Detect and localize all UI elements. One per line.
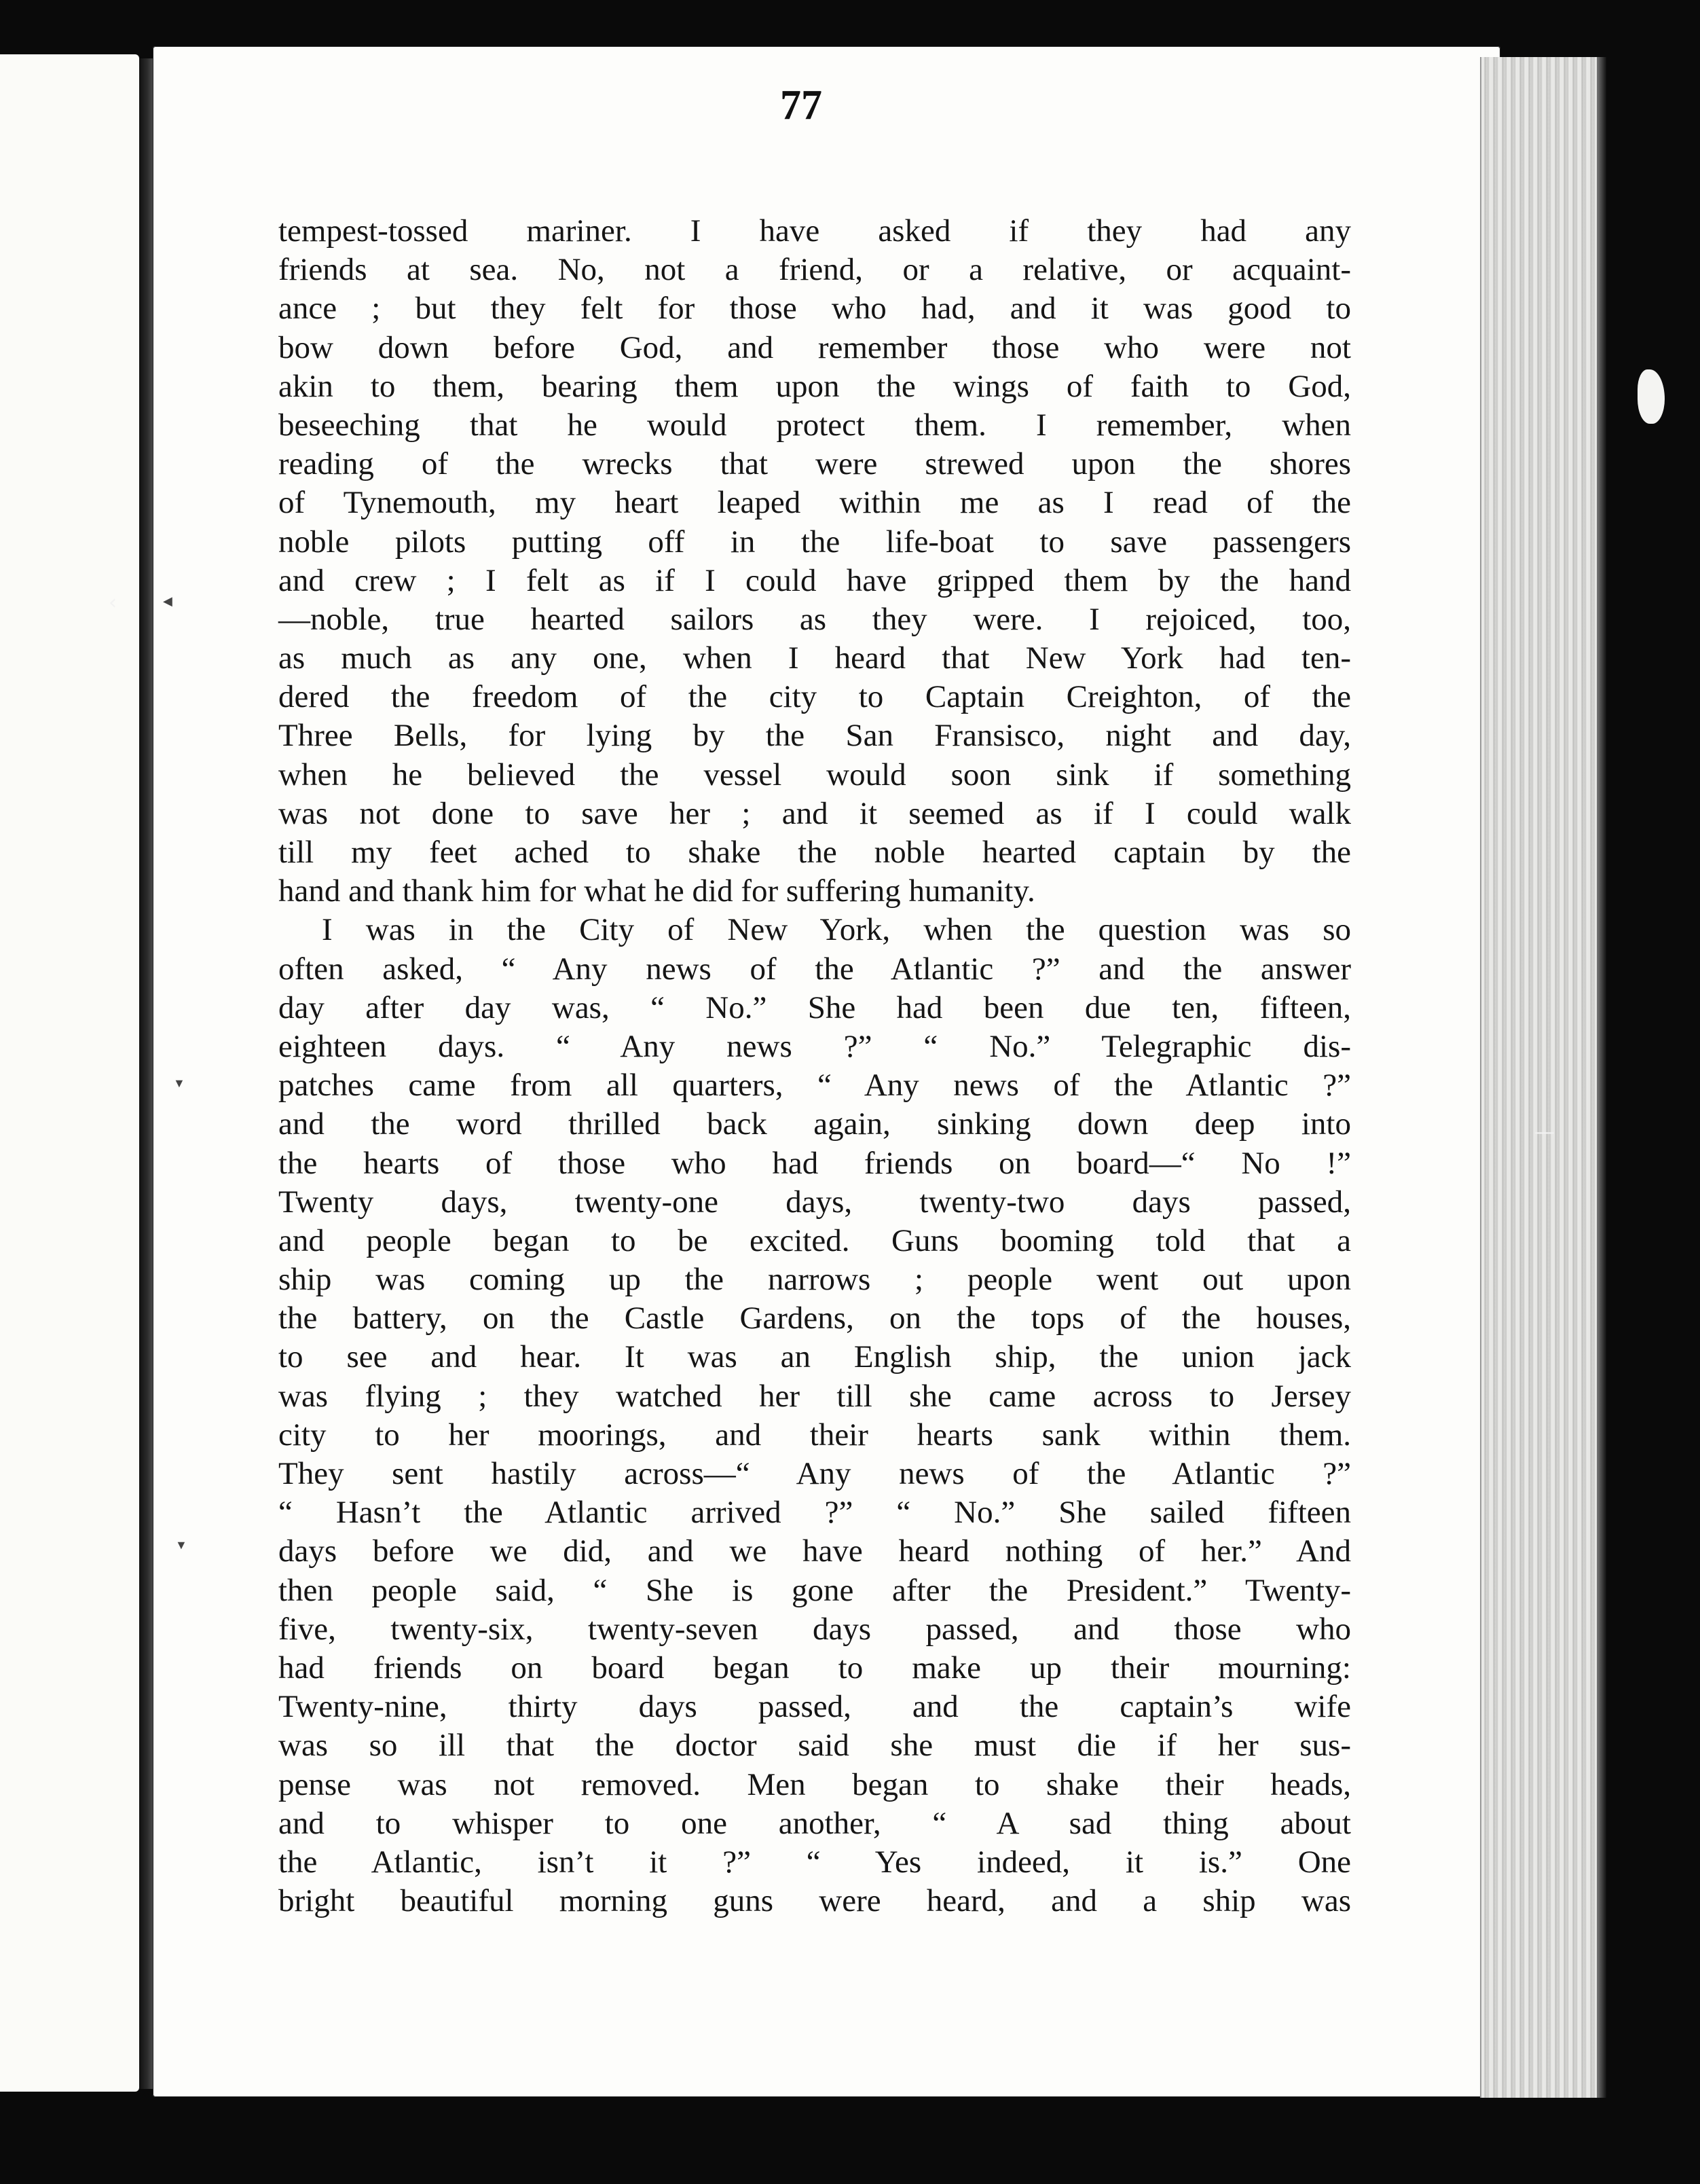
text-line: bright beautiful morning guns were heard, and a ship was [278,1883,1351,1919]
page-stack-edges [1480,57,1597,2098]
text-line: the Atlantic, isn’t it ?” “ Yes indeed, it is.” One [278,1844,1351,1880]
text-line: —noble, true hearted sailors as they were. I rejoiced, too, [278,601,1351,637]
page-body-text [278,212,1351,1921]
text-line: reading of the wrecks that were strewed upon the shores [278,446,1351,482]
text-line: when he believed the vessel would soon sink if something [278,757,1351,793]
text-line: had friends on board began to make up their mourning: [278,1650,1351,1686]
text-line: ance ; but they felt for those who had, and it was good to [278,291,1351,327]
text-line: of Tynemouth, my heart leaped within me as I read of the [278,485,1351,521]
text-line: They sent hastily across—“ Any news of the Atlantic ?” [278,1456,1351,1491]
text-line: beseeching that he would protect them. I remember, when [278,407,1351,443]
text-line: day after day was, “ No.” She had been due ten, fifteen, [278,989,1351,1025]
text-line: Twenty days, twenty-one days, twenty-two days passed, [278,1184,1351,1220]
text-line: often asked, “ Any news of the Atlantic ?” and the answer [278,951,1351,987]
text-line: then people said, “ She is gone after the President.” Twenty- [278,1572,1351,1608]
text-line: eighteen days. “ Any news ?” “ No.” Telegraphic dis- [278,1028,1351,1064]
text-line: hand and thank him for what he did for suffering humanity. [278,873,1035,909]
text-line: city to her moorings, and their hearts sank within them. [278,1417,1351,1453]
text-line: I was in the City of New York, when the question was so [322,912,1351,948]
text-line: the battery, on the Castle Gardens, on the tops of the houses, [278,1300,1351,1336]
paper-tear-mark [1638,369,1665,424]
page-number: 77 [780,82,822,128]
text-line: friends at sea. No, not a friend, or a relative, or acquaint- [278,252,1351,288]
text-line: to see and hear. It was an English ship, the union jack [278,1339,1351,1375]
margin-speck: ◀ [163,594,172,608]
text-line: Twenty-nine, thirty days passed, and the captain’s wife [278,1689,1351,1725]
text-line: and crew ; I felt as if I could have gripped them by the hand [278,562,1351,598]
left-facing-page-edge [0,54,139,2092]
text-line: and the word thrilled back again, sinking down deep into [278,1106,1351,1142]
margin-speck: ▼ [173,1076,185,1090]
text-line: as much as any one, when I heard that New York had ten- [278,640,1351,676]
text-line: dered the freedom of the city to Captain Creighton, of the [278,679,1351,715]
text-line: was so ill that the doctor said she must die if her sus- [278,1728,1351,1764]
text-line: five, twenty-six, twenty-seven days passed, and those who [278,1611,1351,1647]
text-line: tempest-tossed mariner. I have asked if they had any [278,213,1351,249]
margin-speck: ‹ [109,591,117,615]
text-line: bow down before God, and remember those who were not [278,329,1351,365]
text-line: akin to them, bearing them upon the wings of faith to God, [278,368,1351,404]
text-line: days before we did, and we have heard nothing of her.” And [278,1533,1351,1569]
text-line: noble pilots putting off in the life-boat to save passengers [278,524,1351,560]
text-line: patches came from all quarters, “ Any news of the Atlantic ?” [278,1068,1351,1104]
text-line: was not done to save her ; and it seemed as if I could walk [278,795,1351,831]
text-line: the hearts of those who had friends on board—“ No !” [278,1145,1351,1181]
text-line: till my feet ached to shake the noble hearted captain by the [278,835,1351,870]
margin-speck: — [1534,1121,1555,1144]
text-line: and people began to be excited. Guns booming told that a [278,1222,1351,1258]
text-line: ship was coming up the narrows ; people went out upon [278,1262,1351,1298]
margin-speck: ▼ [175,1538,187,1552]
text-line: Three Bells, for lying by the San Fransisco, night and day, [278,718,1351,754]
text-line: pense was not removed. Men began to shake their heads, [278,1766,1351,1802]
text-line: “ Hasn’t the Atlantic arrived ?” “ No.” She sailed fifteen [278,1495,1351,1531]
text-line: was flying ; they watched her till she came across to Jersey [278,1378,1351,1414]
text-line: and to whisper to one another, “ A sad thing about [278,1805,1351,1841]
